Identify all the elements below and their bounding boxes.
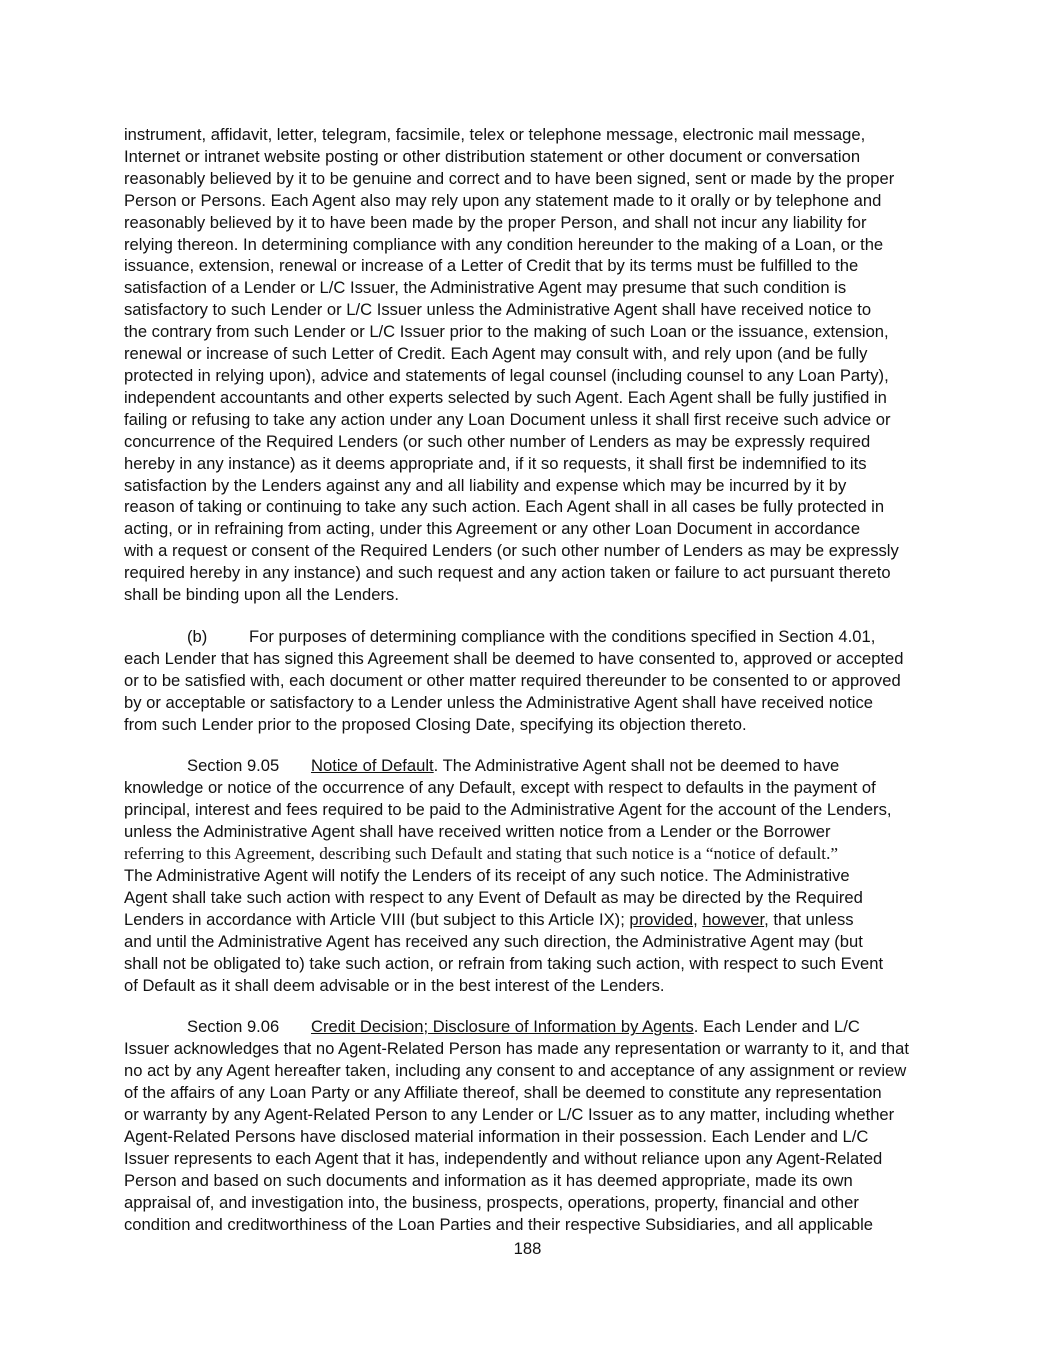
text-line: with a request or consent of the Required Lenders (or such other number of Lenders as may be expressly xyxy=(124,541,899,561)
section-9-06 xyxy=(124,1016,924,1235)
text-fragment: , that unless xyxy=(764,909,854,929)
paragraph-b-closing-date xyxy=(124,626,924,736)
text-line: Internet or intranet website posting or other distribution statement or other document or conversation xyxy=(124,146,861,166)
text-line: from such Lender prior to the proposed Closing Date, specifying its objection thereto. xyxy=(124,714,747,734)
text-line: appraisal of, and investigation into, the business, prospects, operations, property, financial and other xyxy=(124,1192,859,1212)
section-number: Section 9.06 xyxy=(187,1017,280,1037)
text-fragment: . Each Lender and L/C xyxy=(693,1017,860,1037)
text-line: and until the Administrative Agent has received any such direction, the Administrative Agent may (but xyxy=(124,931,863,951)
text-line: reason of taking or continuing to take any such action. Each Agent shall in all cases be fully protected in xyxy=(124,497,885,517)
text-line: principal, interest and fees required to be paid to the Administrative Agent for the account of the Lenders, xyxy=(124,800,892,820)
paragraph-gap xyxy=(124,606,924,626)
text-line: no act by any Agent hereafter taken, including any consent to and acceptance of any assignment or review xyxy=(124,1061,907,1081)
text-line: satisfaction of a Lender or L/C Issuer, the Administrative Agent may presume that such condition is xyxy=(124,278,847,298)
text-line: or to be satisfied with, each document or other matter required thereunder to be consented to or approved xyxy=(124,670,901,690)
text-line: reasonably believed by it to be genuine and correct and to have been signed, sent or made by the proper xyxy=(124,168,895,188)
emphasis-however: however xyxy=(702,909,765,929)
text-line: or warranty by any Agent-Related Person to any Lender or L/C Issuer as to any matter, including whether xyxy=(124,1105,895,1125)
emphasis-provided: provided xyxy=(629,909,694,929)
text-line: Agent-Related Persons have disclosed material information in their possession. Each Lender and L/C xyxy=(124,1126,869,1146)
text-line: concurrence of the Required Lenders (or such other number of Lenders as may be expressly required xyxy=(124,431,871,451)
page-number: 188 xyxy=(513,1239,542,1258)
text-line: of Default as it shall deem advisable or in the best interest of the Lenders. xyxy=(124,975,665,995)
text-line xyxy=(124,626,924,648)
text-fragment: For purposes of determining compliance with the conditions specified in Section 4.01, xyxy=(249,626,876,646)
text-line: failing or refusing to take any action under any Loan Document unless it shall first receive such advice or xyxy=(124,409,891,429)
text-line: The Administrative Agent will notify the Lenders of its receipt of any such notice. The Administrative xyxy=(124,866,850,885)
text-line: acting, or in refraining from acting, under this Agreement or any other Loan Document in accordance xyxy=(124,519,861,539)
text-line: relying thereon. In determining compliance with any condition hereunder to the making of a Loan, or the xyxy=(124,234,884,254)
text-line xyxy=(124,1016,924,1038)
paragraph-gap xyxy=(124,996,924,1016)
section-9-05 xyxy=(124,755,924,996)
text-line: the contrary from such Lender or L/C Issuer prior to the making of such Loan or the issuance, extension, xyxy=(124,322,889,342)
text-line: by or acceptable or satisfactory to a Lender unless the Administrative Agent shall have received notice xyxy=(124,692,873,712)
document-page xyxy=(124,124,924,1236)
text-fragment: , xyxy=(693,909,703,929)
text-line: of the affairs of any Loan Party or any Affiliate thereof, shall be deemed to constitute any representation xyxy=(124,1083,882,1103)
text-line: issuance, extension, renewal or increase of a Letter of Credit that by its terms must be fulfilled to the xyxy=(124,256,859,276)
section-heading: Credit Decision; Disclosure of Information by Agents xyxy=(311,1017,694,1037)
text-line: satisfaction by the Lenders against any and all liability and expense which may be incurred by it by xyxy=(124,475,847,495)
text-line: shall not be obligated to) take such action, or refrain from taking such action, with respect to such Event xyxy=(124,953,884,973)
paragraph-reliance xyxy=(124,124,924,606)
text-line: each Lender that has signed this Agreement shall be deemed to have consented to, approved or accepted xyxy=(124,648,904,668)
text-line: shall be binding upon all the Lenders. xyxy=(124,585,399,605)
text-line: instrument, affidavit, letter, telegram, facsimile, telex or telephone message, electronic mail message, xyxy=(124,125,866,144)
text-line: knowledge or notice of the occurrence of any Default, except with respect to defaults in the payment of xyxy=(124,778,876,798)
section-heading: Notice of Default xyxy=(311,756,434,776)
text-line: Issuer acknowledges that no Agent-Related Person has made any representation or warranty to it, and that xyxy=(124,1039,909,1059)
text-fragment: Lenders in accordance with Article VIII (but subject to this Article IX); xyxy=(124,909,630,929)
text-line: Person and based on such documents and information as it has deemed appropriate, made its own xyxy=(124,1170,853,1190)
text-line xyxy=(124,909,924,931)
paragraph-gap xyxy=(124,735,924,755)
text-line: satisfactory to such Lender or L/C Issuer unless the Administrative Agent shall have received notice to xyxy=(124,300,872,320)
text-fragment: . The Administrative Agent shall not be deemed to have xyxy=(433,756,840,776)
text-line: required hereby in any instance) and such request and any action taken or failure to act pursuant thereto xyxy=(124,563,891,583)
text-line: hereby in any instance) as it deems appropriate and, if it so requests, it shall first be indemnified to its xyxy=(124,453,867,473)
text-line: referring to this Agreement, describing such Default and stating that such notice is a “notice of default.” xyxy=(124,844,839,864)
text-line: Agent shall take such action with respect to any Event of Default as may be directed by the Required xyxy=(124,887,863,907)
section-number: Section 9.05 xyxy=(187,756,280,776)
text-line: renewal or increase of such Letter of Credit. Each Agent may consult with, and rely upon (and be fully xyxy=(124,344,868,364)
text-line: condition and creditworthiness of the Loan Parties and their respective Subsidiaries, and all applicable xyxy=(124,1214,874,1234)
text-line: independent accountants and other experts selected by such Agent. Each Agent shall be fully justified in xyxy=(124,387,887,407)
text-line: Person or Persons. Each Agent also may rely upon any statement made to it orally or by telephone and xyxy=(124,190,882,210)
text-line: Issuer represents to each Agent that it has, independently and without reliance upon any Agent-Related xyxy=(124,1148,883,1168)
clause-label: (b) xyxy=(187,626,208,646)
text-line: unless the Administrative Agent shall have received written notice from a Lender or the Borrower xyxy=(124,822,831,842)
text-line: reasonably believed by it to have been made by the proper Person, and shall not incur any liability for xyxy=(124,212,867,232)
text-line: protected in relying upon), advice and statements of legal counsel (including counsel to any Loan Party), xyxy=(124,365,889,385)
text-line xyxy=(124,755,924,777)
